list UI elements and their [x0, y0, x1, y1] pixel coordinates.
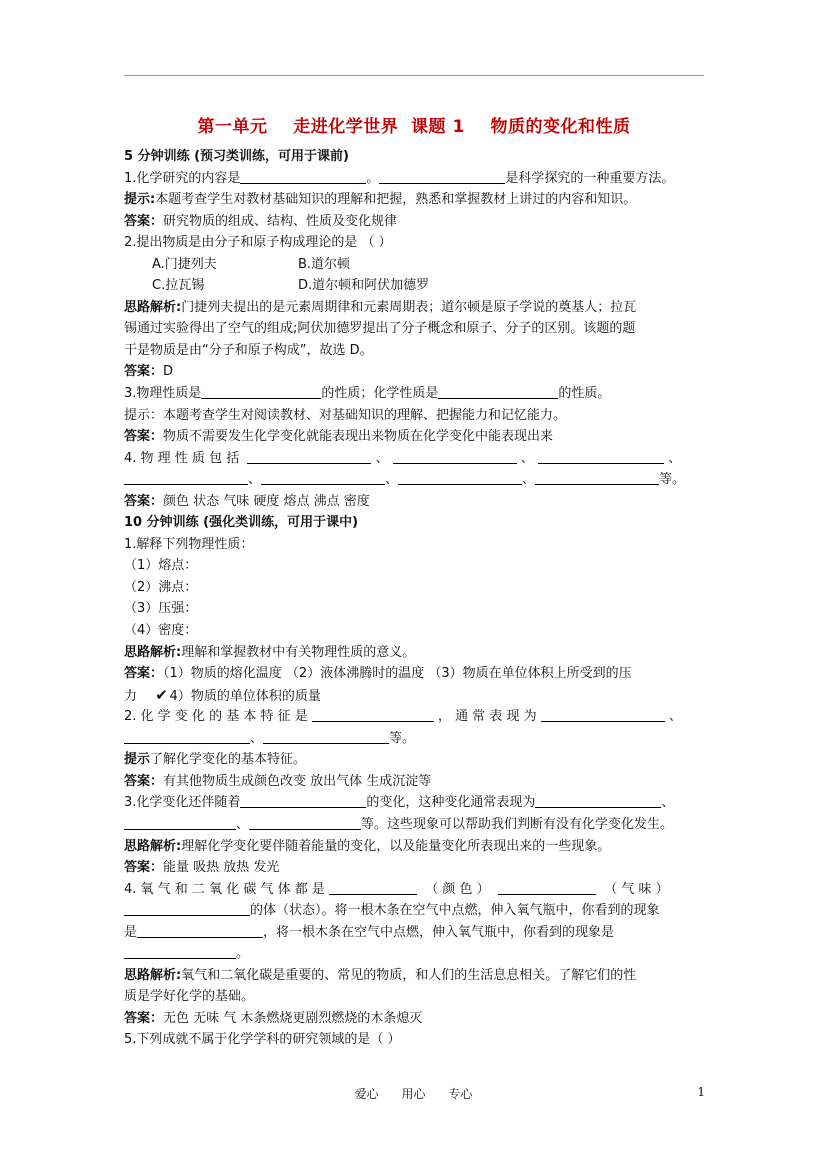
question-8-cont: 是 ，将一根木条在空气中点燃，伸入氧气瓶中，你看到的现象是 [124, 924, 615, 940]
question-4-cont: 、 、 、 等。 [124, 469, 704, 491]
answer-3: 答案：物质不需要发生化学变化就能表现出来物质在化学变化中能表现出来 [124, 429, 554, 445]
answer-blank[interactable] [249, 815, 361, 830]
question-5: 1.解释下列物理性质： [124, 536, 254, 552]
question-5-item: （4）密度： [124, 623, 198, 639]
answer-blank[interactable] [498, 880, 596, 895]
answer-blank[interactable] [438, 384, 558, 399]
explanation-5: 思路解析:理解和掌握教材中有关物理性质的意义。 [124, 644, 416, 660]
answer-blank[interactable] [240, 169, 366, 184]
answer-blank[interactable] [137, 923, 263, 938]
answer-5-cont: 力 ✔ 4）物质的单位体积的质量 [124, 685, 704, 707]
check-mark-icon: ✔ [155, 685, 168, 704]
answer-blank[interactable] [201, 384, 321, 399]
header-rule [124, 75, 704, 76]
page-title: 第一单元 走进化学世界 课题 1 物质的变化和性质 [197, 117, 631, 137]
answer-blank[interactable] [124, 901, 250, 916]
explanation-8: 思路解析:氧气和二氧化碳是重要的、常见的物质，和人们的生活息息相关。了解它们的性 [124, 967, 637, 983]
answer-blank[interactable] [541, 707, 665, 722]
explanation-2: 思路解析:门捷列夫提出的是元素周期律和元素周期表；道尔顿是原子学说的奠基人；拉瓦 [124, 299, 637, 315]
question-7: 3.化学变化还伴随着 的变化，这种变化通常表现为 、 [124, 795, 675, 811]
section-heading: 5 分钟训练 (预习类训练，可用于课前) [124, 149, 349, 164]
answer-blank[interactable] [247, 449, 371, 464]
answer-blank[interactable] [379, 169, 505, 184]
answer-blank[interactable] [398, 470, 522, 485]
answer-blank[interactable] [124, 815, 236, 830]
answer-blank[interactable] [535, 793, 661, 808]
question-8: 4. 氧 气 和 二 氧 化 碳 气 体 都 是 （ 颜 色 ） （ 气 味 ） [124, 881, 669, 897]
answer-blank[interactable] [393, 449, 517, 464]
answer-blank[interactable] [124, 944, 236, 959]
answer-8: 答案：无色 无味 气 木条燃烧更剧烈燃烧的木条熄灭 [124, 1010, 423, 1026]
question-6: 2. 化 学 变 化 的 基 本 特 征 是 ， 通 常 表 现 为 、 [124, 709, 682, 725]
explanation-2-cont: 锡通过实验得出了空气的组成;阿伏加德罗提出了分子概念和原子、分子的区别。该题的题 [124, 321, 636, 337]
page-number: 1 [697, 1085, 705, 1099]
answer-blank[interactable] [124, 470, 248, 485]
explanation-8-cont: 质是学好化学的基础。 [124, 989, 255, 1005]
options-row: A.门捷列夫 B.道尔顿 [152, 256, 351, 272]
question-8-cont: 。 [124, 943, 704, 965]
explanation-2-cont: 干是物质是由“分子和原子构成”，故选 D。 [124, 342, 373, 358]
answer-2: 答案：D [124, 364, 174, 380]
question-5-item: （2）沸点： [124, 579, 198, 595]
hint-3: 提示：本题考查学生对阅读教材、对基础知识的理解、把握能力和记忆能力。 [124, 407, 567, 423]
answer-blank[interactable] [240, 793, 366, 808]
explanation-7: 思路解析:理解化学变化要伴随着能量的变化，以及能量变化所表现出来的一些现象。 [124, 838, 611, 854]
question-5-item: （1）熔点： [124, 558, 198, 574]
answer-blank[interactable] [329, 880, 417, 895]
answer-blank[interactable] [535, 470, 659, 485]
question-1: 1.化学研究的内容是 。 是科学探究的一种重要方法。 [124, 170, 675, 186]
answer-1: 答案：研究物质的组成、结构、性质及变化规律 [124, 213, 398, 229]
question-4: 4. 物 理 性 质 包 括 、 、 、 [124, 450, 682, 466]
footer-motto: 爱心 用心 专心 [354, 1087, 473, 1101]
answer-blank[interactable] [312, 707, 434, 722]
answer-6: 答案：有其他物质生成颜色改变 放出气体 生成沉淀等 [124, 773, 432, 789]
hint-6: 提示了解化学变化的基本特征。 [124, 752, 307, 768]
question-9: 5.下列成就不属于化学学科的研究领域的是（ ） [124, 1032, 401, 1048]
question-7-cont: 、 等。这些现象可以帮助我们判断有没有化学变化发生。 [124, 814, 704, 836]
hint-1: 提示:本题考查学生对教材基础知识的理解和把握，熟悉和掌握教材上讲过的内容和知识。 [124, 192, 637, 208]
question-5-item: （3）压强： [124, 601, 198, 617]
question-3: 3.物理性质是 的性质；化学性质是 的性质。 [124, 386, 611, 402]
answer-blank[interactable] [263, 729, 389, 744]
section-heading: 10 分钟训练 (强化类训练，可用于课中) [124, 515, 359, 531]
answer-7: 答案：能量 吸热 放热 发光 [124, 860, 280, 876]
answer-blank[interactable] [124, 729, 250, 744]
answer-blank[interactable] [538, 449, 664, 464]
question-6-cont: 、 等。 [124, 728, 704, 750]
answer-5: 答案：（1）物质的熔化温度 （2）液体沸腾时的温度 （3）物质在单位体积上所受到的压 [124, 666, 632, 682]
question-8-cont: 的体（状态）。将一根木条在空气中点燃，伸入氧气瓶中，你看到的现象 [124, 900, 704, 922]
document-body [124, 146, 704, 1051]
question-2: 2.提出物质是由分子和原子构成理论的是 （ ） [124, 235, 392, 251]
answer-4: 答案：颜色 状态 气味 硬度 熔点 沸点 密度 [124, 493, 370, 509]
answer-blank[interactable] [261, 470, 385, 485]
options-row: C.拉瓦锡 D.道尔顿和阿伏加德罗 [152, 278, 430, 294]
